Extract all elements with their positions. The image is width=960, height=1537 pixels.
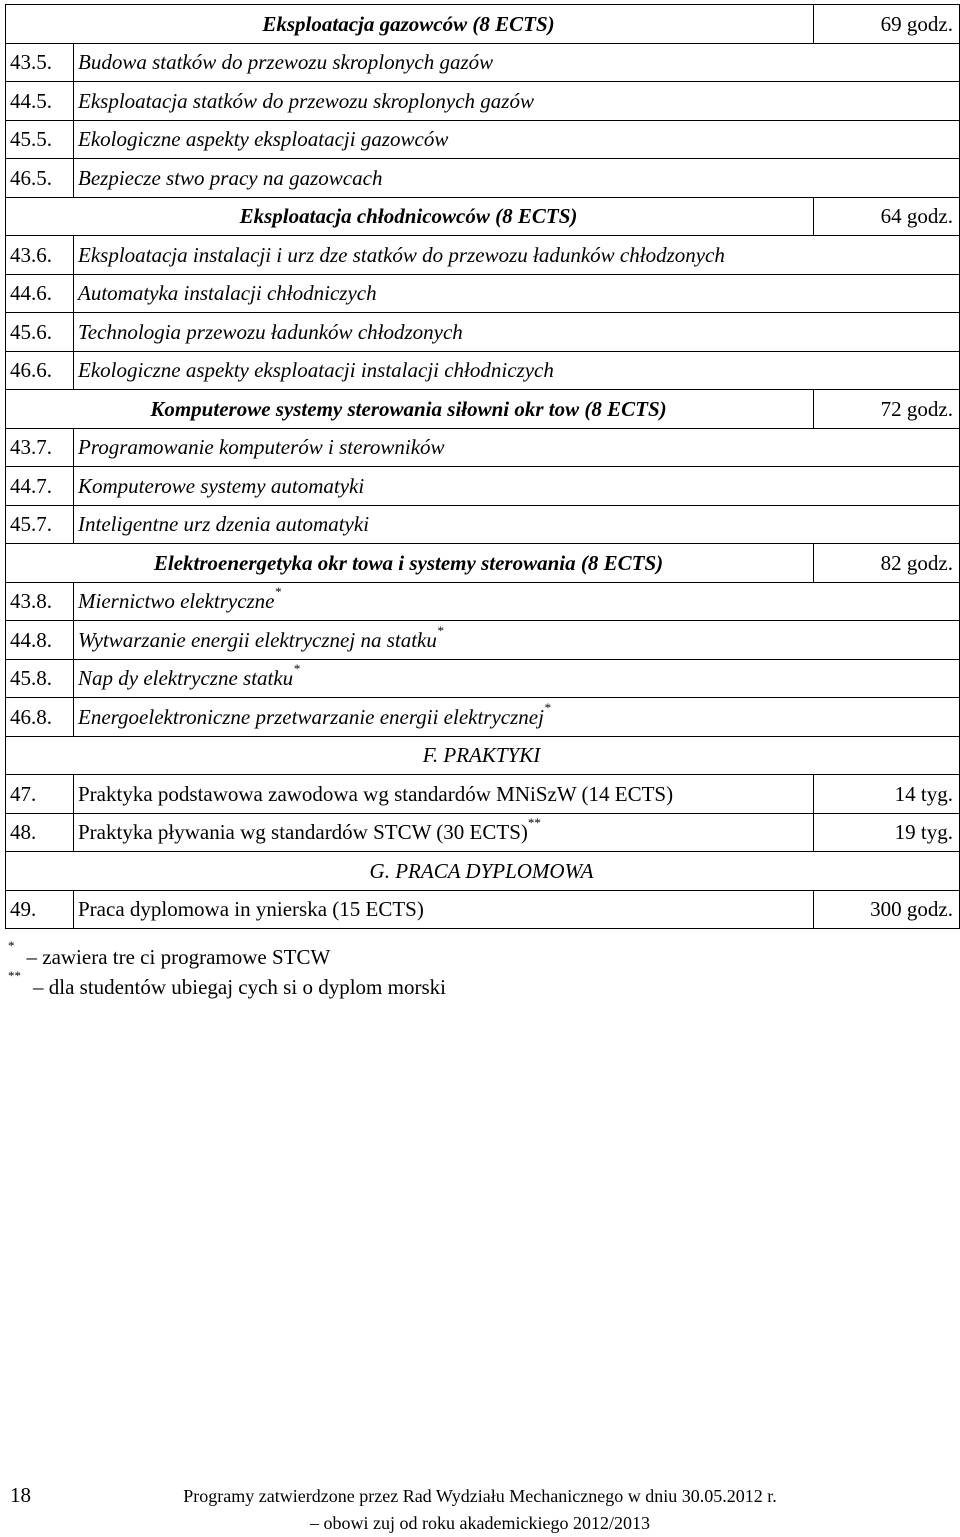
table-row — [6, 313, 960, 352]
row-description — [74, 659, 960, 698]
row-hours-text: 300 godz. — [870, 897, 953, 922]
module-title — [6, 5, 814, 44]
module-title — [6, 544, 814, 583]
footer-line: – obowi zuj od roku akademickiego 2012/2013 — [310, 1513, 650, 1533]
row-description — [74, 236, 960, 275]
page-number: 18 — [10, 1483, 31, 1507]
section-title — [6, 736, 960, 775]
section-heading-row — [6, 852, 960, 891]
row-number-text: 44.8. — [10, 627, 52, 652]
module-title-text: Elektroenergetyka okr towa i systemy sterowania (8 ECTS) — [153, 550, 664, 575]
table-body — [6, 5, 960, 929]
footnote — [8, 938, 446, 972]
row-description-text: Automatyka instalacji chłodniczych — [78, 281, 377, 306]
module-hours-text: 82 godz. — [880, 550, 953, 575]
row-description-text: Wytwarzanie energii elektrycznej na statku — [78, 627, 437, 652]
table-row — [6, 43, 960, 82]
footnote-text: – dla studentów ubiegaj cych si o dyplom morski — [33, 975, 446, 999]
footnote-marker: * — [436, 622, 444, 638]
row-number-text: 46.6. — [10, 358, 52, 383]
row-description-text: Technologia przewozu ładunków chłodzonych — [78, 319, 463, 344]
section-title — [6, 852, 960, 891]
table-row — [6, 659, 960, 698]
row-description-text: Nap dy elektryczne statku — [78, 666, 294, 691]
row-number — [6, 813, 74, 852]
row-description — [74, 120, 960, 159]
table-row — [6, 428, 960, 467]
row-description — [74, 313, 960, 352]
row-number-text: 49. — [10, 897, 37, 922]
table-row — [6, 698, 960, 737]
row-number — [6, 82, 74, 121]
row-description-text: Ekologiczne aspekty eksploatacji gazowców — [78, 127, 449, 152]
footnote-text: – zawiera tre ci programowe STCW — [26, 945, 331, 969]
footer-line: Programy zatwierdzone przez Rad Wydziału Mechanicznego w dniu 30.05.2012 r. — [183, 1486, 777, 1506]
row-description — [74, 467, 960, 506]
module-hours-text: 72 godz. — [880, 396, 953, 421]
row-description-text: Energoelektroniczne przetwarzanie energii elektrycznej — [78, 704, 544, 729]
row-number — [6, 428, 74, 467]
row-description-text: Komputerowe systemy automatyki — [78, 473, 365, 498]
table-row — [6, 813, 960, 852]
module-heading-row — [6, 5, 960, 44]
module-hours-text: 64 godz. — [880, 204, 953, 229]
row-number-text: 45.7. — [10, 512, 52, 537]
row-description — [74, 82, 960, 121]
footnotes — [8, 938, 446, 1002]
row-description-text: Praktyka pływania wg standardów STCW (30 ECTS) — [78, 820, 528, 845]
row-description — [74, 274, 960, 313]
row-description — [74, 813, 814, 852]
table-row — [6, 467, 960, 506]
row-number-text: 43.7. — [10, 435, 52, 460]
row-number-text: 43.8. — [10, 589, 52, 614]
row-description — [74, 775, 814, 814]
row-description — [74, 582, 960, 621]
row-description — [74, 890, 814, 929]
module-title — [6, 197, 814, 236]
row-description-text: Ekologiczne aspekty eksploatacji instalacji chłodniczych — [78, 358, 554, 383]
module-heading-row — [6, 390, 960, 429]
row-number — [6, 621, 74, 660]
row-description-text: Budowa statków do przewozu skroplonych gazów — [78, 50, 494, 75]
row-hours — [814, 775, 960, 814]
footnote-mark: * — [8, 938, 15, 953]
row-description-text: Eksploatacja instalacji i urz dze statków do przewozu ładunków chłodzonych — [78, 242, 725, 267]
section-title-text: G. PRACA DYPLOMOWA — [369, 858, 594, 883]
row-number — [6, 43, 74, 82]
module-title-text: Komputerowe systemy sterowania siłowni okr tow (8 ECTS) — [150, 396, 667, 421]
row-number — [6, 120, 74, 159]
table-row — [6, 274, 960, 313]
row-description-text: Programowanie komputerów i sterowników — [78, 435, 445, 460]
module-heading-row — [6, 197, 960, 236]
row-description — [74, 505, 960, 544]
row-hours-text: 14 tyg. — [894, 781, 953, 806]
module-hours — [814, 5, 960, 44]
table-row — [6, 159, 960, 198]
row-description-text: Eksploatacja statków do przewozu skroplonych gazów — [78, 88, 534, 113]
row-description-text: Bezpiecze stwo pracy na gazowcach — [78, 165, 383, 190]
row-description — [74, 698, 960, 737]
row-number — [6, 698, 74, 737]
footnote — [8, 968, 446, 1002]
footnote-marker: * — [293, 661, 300, 677]
row-number-text: 43.5. — [10, 50, 52, 75]
row-number — [6, 890, 74, 929]
table-row — [6, 236, 960, 275]
row-number-text: 44.6. — [10, 281, 52, 306]
row-number-text: 46.5. — [10, 165, 52, 190]
module-hours — [814, 197, 960, 236]
curriculum-table — [5, 4, 960, 929]
row-number — [6, 313, 74, 352]
row-number-text: 47. — [10, 781, 37, 806]
row-description-text: Praca dyplomowa in ynierska (15 ECTS) — [78, 897, 424, 922]
table-row — [6, 890, 960, 929]
row-number-text: 48. — [10, 820, 37, 845]
row-number — [6, 274, 74, 313]
module-hours — [814, 544, 960, 583]
table-row — [6, 82, 960, 121]
row-description — [74, 43, 960, 82]
table-row — [6, 351, 960, 390]
row-description — [74, 428, 960, 467]
footnote-marker: ** — [527, 815, 541, 831]
module-hours-text: 69 godz. — [880, 11, 953, 36]
row-number-text: 44.7. — [10, 473, 52, 498]
row-number — [6, 467, 74, 506]
row-hours — [814, 890, 960, 929]
module-heading-row — [6, 544, 960, 583]
row-number-text: 45.6. — [10, 319, 52, 344]
row-description — [74, 621, 960, 660]
footnote-mark: ** — [8, 968, 21, 983]
table-row — [6, 505, 960, 544]
section-heading-row — [6, 736, 960, 775]
row-number — [6, 351, 74, 390]
row-hours-text: 19 tyg. — [894, 820, 953, 845]
row-number-text: 46.8. — [10, 704, 52, 729]
table-row — [6, 582, 960, 621]
row-description-text: Praktyka podstawowa zawodowa wg standardów MNiSzW (14 ECTS) — [78, 781, 674, 806]
page-footer — [130, 1483, 830, 1537]
row-description-text: Miernictwo elektryczne — [78, 589, 275, 614]
row-number — [6, 236, 74, 275]
table-row — [6, 120, 960, 159]
row-hours — [814, 813, 960, 852]
footnote-marker: * — [274, 584, 282, 600]
table-row — [6, 775, 960, 814]
row-description-text: Inteligentne urz dzenia automatyki — [78, 512, 370, 537]
row-number — [6, 159, 74, 198]
module-title-text: Eksploatacja gazowców (8 ECTS) — [262, 11, 555, 36]
table-row — [6, 621, 960, 660]
module-title — [6, 390, 814, 429]
row-number-text: 43.6. — [10, 242, 52, 267]
row-description — [74, 159, 960, 198]
row-number — [6, 505, 74, 544]
module-hours — [814, 390, 960, 429]
row-number — [6, 775, 74, 814]
row-number-text: 45.8. — [10, 666, 52, 691]
footnote-marker: * — [543, 699, 551, 715]
row-description — [74, 351, 960, 390]
section-title-text: F. PRAKTYKI — [422, 743, 541, 768]
row-number-text: 44.5. — [10, 88, 52, 113]
row-number — [6, 659, 74, 698]
module-title-text: Eksploatacja chłodnicowców (8 ECTS) — [239, 204, 578, 229]
row-number — [6, 582, 74, 621]
row-number-text: 45.5. — [10, 127, 52, 152]
